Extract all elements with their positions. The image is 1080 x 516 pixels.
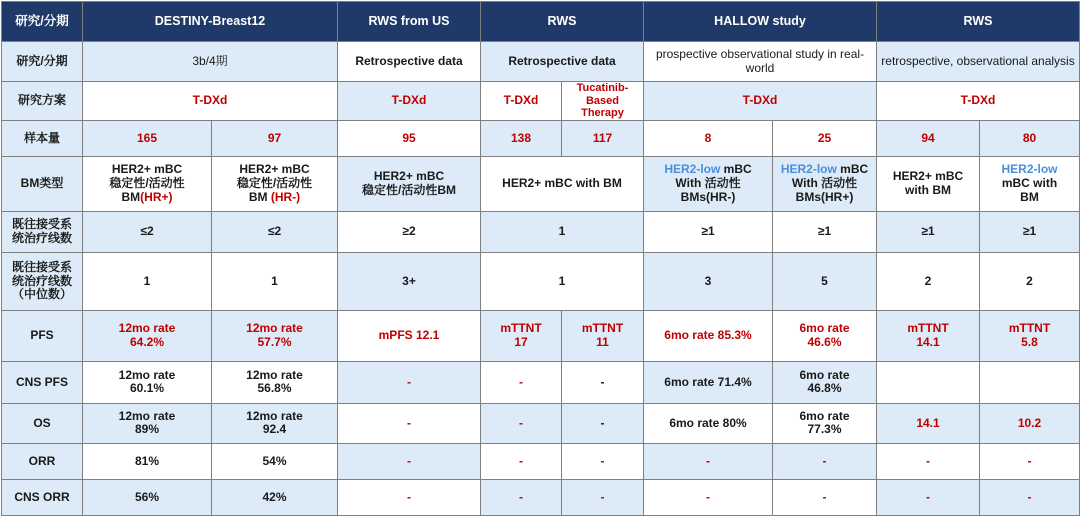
prior-lines-label-line1: 既往接受系: [11, 217, 72, 232]
cell-orr-db12b: 54%: [212, 443, 338, 479]
cell-cnsorr-hallowa: -: [644, 479, 773, 515]
cell-regimen-rwsus: T-DXd: [338, 82, 481, 121]
cell-orr-db12a: 81%: [83, 443, 212, 479]
bm-rws2a-line1: HER2+ mBC: [892, 169, 964, 184]
cell-cnsorr-rws1a: -: [481, 479, 562, 515]
pfs-rws1b-line1: mTTNT: [581, 321, 624, 336]
cell-cnsorr-rws2b: -: [980, 479, 1080, 515]
prior-lines-label-line2: 统治疗线数: [11, 230, 72, 245]
os-hallowb-line1: 6mo rate: [799, 408, 850, 423]
cell-median-rws2a: 2: [877, 252, 980, 310]
cell-n-rws2b: 80: [980, 120, 1080, 156]
cell-cnsorr-db12b: 42%: [212, 479, 338, 515]
bm-rws2b-line1: mBC with: [1001, 176, 1058, 191]
cnspfs-hallowb-line2: 46.8%: [807, 381, 842, 396]
os-db12b-line1: 12mo rate: [246, 408, 303, 423]
cell-n-hallowa: 8: [644, 120, 773, 156]
row-prior-lines: [2, 211, 1080, 252]
cell-os-rws2a: 14.1: [877, 403, 980, 443]
bm-hallowa-her2low: HER2-low: [664, 162, 721, 177]
cell-bm-rws2b: [980, 156, 1080, 211]
cell-orr-rws1a: -: [481, 443, 562, 479]
bm-db12b-line2: 稳定性/活动性: [236, 176, 313, 191]
cell-os-hallowa: 6mo rate 80%: [644, 403, 773, 443]
pfs-rws1b-line2: 11: [596, 334, 609, 349]
pfs-rws1a-line1: mTTNT: [500, 321, 542, 336]
bm-rws2b-line2: BM: [1020, 189, 1039, 204]
cell-cnspfs-rws1a: -: [481, 361, 562, 403]
cell-pfs-hallowb: [773, 310, 877, 361]
cell-regimen-rws1b: Tucatinib-Based Therapy: [562, 82, 644, 121]
cell-os-rws1b: -: [562, 403, 644, 443]
cell-prior-rws1: 1: [481, 211, 644, 252]
cell-phase-hallow: prospective observational study in real-world: [644, 42, 877, 82]
row-os: [2, 403, 1080, 443]
cell-os-rwsus: -: [338, 403, 481, 443]
pfs-rws2a-line2: 14.1: [916, 334, 940, 349]
pfs-db12b-line1: 12mo rate: [246, 321, 303, 336]
cell-prior-hallowb: ≥1: [773, 211, 877, 252]
study-header-rws-1: RWS: [481, 2, 644, 42]
bm-hallowa-line2: With 活动性: [675, 176, 741, 191]
cell-os-rws1a: -: [481, 403, 562, 443]
cell-prior-rws2b: ≥1: [980, 211, 1080, 252]
bm-db12b-hr: (HR-): [270, 189, 301, 204]
cnspfs-db12b-line1: 12mo rate: [246, 367, 303, 382]
cell-prior-db12b: ≤2: [212, 211, 338, 252]
cell-median-db12a: 1: [83, 252, 212, 310]
cell-bm-rws2a: [877, 156, 980, 211]
bm-hallowb-her2low: HER2-low: [780, 162, 837, 177]
cell-n-rws2a: 94: [877, 120, 980, 156]
row-pfs: [2, 310, 1080, 361]
cell-cnsorr-rws1b: -: [562, 479, 644, 515]
cell-prior-rwsus: ≥2: [338, 211, 481, 252]
cell-cnspfs-rws1b: -: [562, 361, 644, 403]
cell-n-hallowb: 25: [773, 120, 877, 156]
corner-header: 研究/分期: [2, 2, 83, 42]
cell-median-hallowa: 3: [644, 252, 773, 310]
row-bm-type: [2, 156, 1080, 211]
prior-median-label-line3: （中位数）: [11, 287, 72, 302]
row-label-prior-median: [2, 252, 83, 310]
cell-regimen-rws2: T-DXd: [877, 82, 1080, 121]
cell-orr-hallowb: -: [773, 443, 877, 479]
cell-pfs-rws1a: [481, 310, 562, 361]
bm-db12a-line3: BM: [121, 189, 141, 204]
bm-hallowb-line3: BMs(HR+): [795, 189, 854, 204]
pfs-db12a-line1: 12mo rate: [118, 321, 176, 336]
cell-bm-rwsus: [338, 156, 481, 211]
cell-cnspfs-db12b: [212, 361, 338, 403]
prior-median-label-line2: 统治疗线数: [11, 273, 72, 288]
bm-rwsus-line2: 稳定性/活动性BM: [362, 182, 456, 197]
cell-pfs-rws2b: [980, 310, 1080, 361]
row-label-regimen: 研究方案: [2, 82, 83, 121]
bm-db12b-line3: BM: [248, 189, 268, 204]
os-db12a-line2: 89%: [134, 422, 160, 437]
row-label-cns-orr: CNS ORR: [2, 479, 83, 515]
cell-n-db12b: 97: [212, 120, 338, 156]
bm-hallowa-line1: mBC: [723, 162, 752, 177]
pfs-rws2b-line2: 5.8: [1021, 334, 1038, 349]
study-header-rws-us: RWS from US: [338, 2, 481, 42]
pfs-rws2a-line1: mTTNT: [907, 321, 949, 336]
cell-median-rws1: 1: [481, 252, 644, 310]
cell-n-db12a: 165: [83, 120, 212, 156]
pfs-rws2b-line1: mTTNT: [1008, 321, 1051, 336]
cell-cnsorr-rws2a: -: [877, 479, 980, 515]
row-orr: [2, 443, 1080, 479]
cell-bm-db12a: [83, 156, 212, 211]
bm-hallowb-line2: With 活动性: [791, 176, 858, 191]
bm-db12a-line2: 稳定性/活动性: [109, 176, 185, 191]
cell-orr-rws1b: -: [562, 443, 644, 479]
cell-median-rwsus: 3+: [338, 252, 481, 310]
os-hallowb-line2: 77.3%: [807, 422, 842, 437]
cell-regimen-hallow: T-DXd: [644, 82, 877, 121]
row-regimen: [2, 82, 1080, 121]
row-label-bm-type: BM类型: [2, 156, 83, 211]
cell-os-db12b: [212, 403, 338, 443]
cell-os-db12a: [83, 403, 212, 443]
bm-db12a-hr: (HR+): [140, 189, 173, 204]
cell-prior-db12a: ≤2: [83, 211, 212, 252]
cnspfs-db12a-line2: 60.1%: [129, 381, 165, 396]
cell-orr-rws2a: -: [877, 443, 980, 479]
cell-median-rws2b: 2: [980, 252, 1080, 310]
cell-median-db12b: 1: [212, 252, 338, 310]
os-db12a-line1: 12mo rate: [118, 408, 176, 423]
cell-bm-hallowa: [644, 156, 773, 211]
row-sample-size: [2, 120, 1080, 156]
cell-cnsorr-hallowb: -: [773, 479, 877, 515]
cell-prior-hallowa: ≥1: [644, 211, 773, 252]
row-label-orr: ORR: [2, 443, 83, 479]
cell-n-rws1a: 138: [481, 120, 562, 156]
cell-regimen-rws1a: T-DXd: [481, 82, 562, 121]
cell-pfs-rwsus: mPFS 12.1: [338, 310, 481, 361]
cell-bm-rws1: HER2+ mBC with BM: [481, 156, 644, 211]
cell-cnspfs-rws2b: [980, 361, 1080, 403]
cnspfs-db12b-line2: 56.8%: [257, 381, 292, 396]
cell-os-hallowb: [773, 403, 877, 443]
comparison-table: [1, 1, 1080, 516]
prior-median-label-line1: 既往接受系: [11, 259, 72, 274]
study-header-hallow: HALLOW study: [644, 2, 877, 42]
pfs-hallowb-line1: 6mo rate: [799, 321, 850, 336]
cell-cnspfs-hallowa: 6mo rate 71.4%: [644, 361, 773, 403]
row-label-sample-size: 样本量: [2, 120, 83, 156]
cell-prior-rws2a: ≥1: [877, 211, 980, 252]
cell-pfs-db12b: [212, 310, 338, 361]
cell-cnspfs-hallowb: [773, 361, 877, 403]
row-label-os: OS: [2, 403, 83, 443]
bm-rws2b-her2low: HER2-low: [1001, 162, 1058, 177]
pfs-hallowb-line2: 46.6%: [807, 334, 842, 349]
cell-orr-rws2b: -: [980, 443, 1080, 479]
cell-phase-rwsus: Retrospective data: [338, 42, 481, 82]
row-cns-orr: [2, 479, 1080, 515]
row-label-prior-lines: [2, 211, 83, 252]
cell-pfs-db12a: [83, 310, 212, 361]
cell-orr-hallowa: -: [644, 443, 773, 479]
study-header-rws-2: RWS: [877, 2, 1080, 42]
bm-db12b-line1: HER2+ mBC: [239, 162, 310, 177]
cnspfs-db12a-line1: 12mo rate: [118, 367, 176, 382]
cell-cnspfs-db12a: [83, 361, 212, 403]
row-phase: [2, 42, 1080, 82]
cell-median-hallowb: 5: [773, 252, 877, 310]
cell-n-rwsus: 95: [338, 120, 481, 156]
cell-n-rws1b: 117: [562, 120, 644, 156]
cell-cnsorr-db12a: 56%: [83, 479, 212, 515]
bm-db12a-line1: HER2+ mBC: [111, 162, 183, 177]
pfs-db12b-line2: 57.7%: [257, 334, 292, 349]
row-label-cns-pfs: CNS PFS: [2, 361, 83, 403]
row-label-phase: 研究/分期: [2, 42, 83, 82]
cell-cnsorr-rwsus: -: [338, 479, 481, 515]
cell-pfs-rws2a: [877, 310, 980, 361]
cell-phase-db12: 3b/4期: [83, 42, 338, 82]
cell-os-rws2b: 10.2: [980, 403, 1080, 443]
cell-cnspfs-rws2a: [877, 361, 980, 403]
bm-rwsus-line1: HER2+ mBC: [373, 169, 445, 184]
bm-rws2a-line2: with BM: [905, 182, 952, 197]
bm-hallowb-line1: mBC: [840, 162, 869, 177]
row-label-pfs: PFS: [2, 310, 83, 361]
cell-bm-hallowb: [773, 156, 877, 211]
cell-phase-rws1: Retrospective data: [481, 42, 644, 82]
row-cns-pfs: [2, 361, 1080, 403]
cell-pfs-hallowa: 6mo rate 85.3%: [644, 310, 773, 361]
cnspfs-hallowb-line1: 6mo rate: [799, 367, 850, 382]
pfs-db12a-line2: 64.2%: [129, 334, 165, 349]
cell-cnspfs-rwsus: -: [338, 361, 481, 403]
cell-phase-rws2: retrospective, observational analysis: [877, 42, 1080, 82]
os-db12b-line2: 92.4: [262, 422, 287, 437]
cell-regimen-db12: T-DXd: [83, 82, 338, 121]
bm-hallowa-line3: BMs(HR-): [680, 189, 736, 204]
cell-orr-rwsus: -: [338, 443, 481, 479]
row-prior-lines-median: [2, 252, 1080, 310]
cell-bm-db12b: [212, 156, 338, 211]
study-header-destiny-breast12: DESTINY-Breast12: [83, 2, 338, 42]
cell-pfs-rws1b: [562, 310, 644, 361]
pfs-rws1a-line2: 17: [514, 334, 528, 349]
